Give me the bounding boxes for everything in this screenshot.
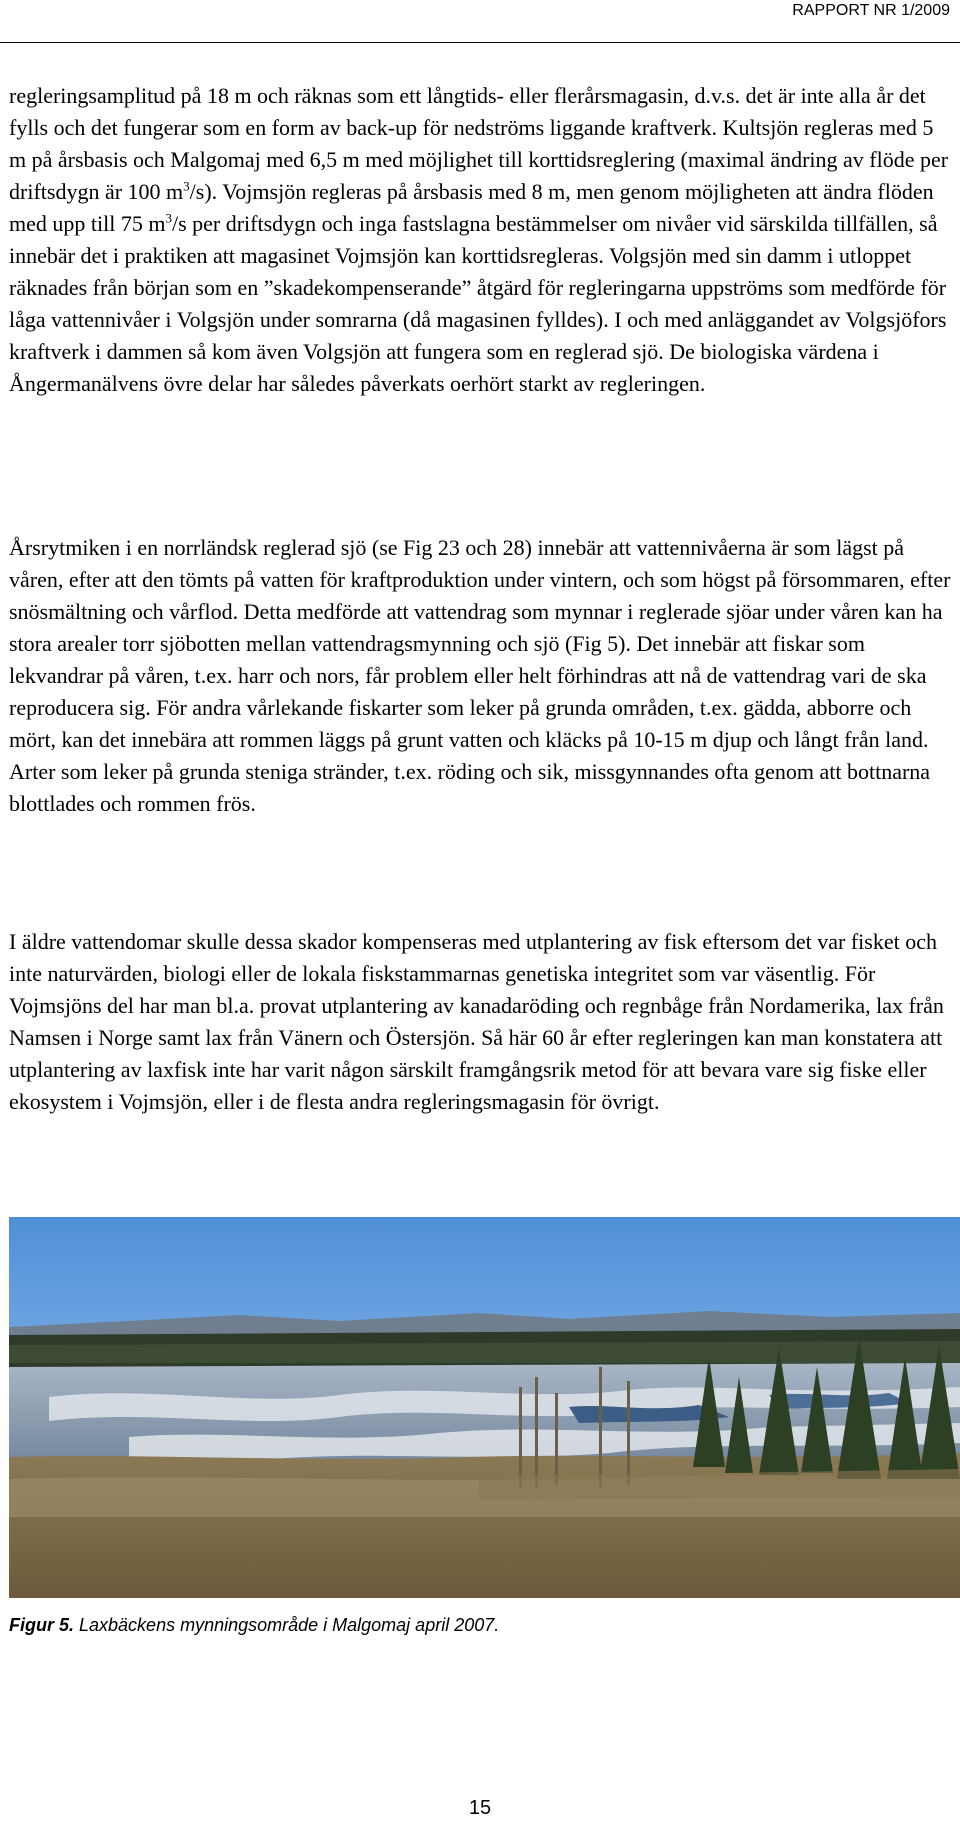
- superscript-cubic: 3: [183, 178, 190, 194]
- superscript-cubic: 3: [165, 210, 172, 226]
- figure-caption-label: Figur 5.: [9, 1615, 75, 1635]
- paragraph-1-text-c: /s per driftsdygn och inga fastslagna bestämmelser om nivåer vid särskilda tillfällen, så innebär det i praktiken att magasinet Vojmsjön kan korttidsregleras. Volgsjön med sin damm i utloppet räknades från början som en ”skadekompenserande” åtgärd för regleringarna uppströms som medförde för låga vattennivåer i Volgsjön under somrarna (då magasinen fylldes). I och med anläggandet av Volgsjöfors kraftverk i dammen så kom även Volgsjön att fungera som en reglerad sjö. De biologiska värdena i Ångermanälvens övre delar har således påverkats oerhört starkt av regleringen.: [9, 211, 947, 396]
- paragraph-annual-rhythm: Årsrytmiken i en norrländsk reglerad sjö (se Fig 23 och 28) innebär att vattennivåerna är som lägst på våren, efter att den tömts på vatten för kraftproduktion under vintern, och som högst på försommaren, efter snösmältning och vårflod. Detta medförde att vattendrag som mynnar i reglerade sjöar under våren kan ha stora arealer torr sjöbotten mellan vattendragsmynning och sjö (Fig 5). Det innebär att fiskar som lekvandrar på våren, t.ex. harr och nors, får problem eller helt förhindras att nå de vattendrag vari de ska reproducera sig. För andra vårlekande fiskarter som leker på grunda områden, t.ex. gädda, abborre och mört, kan det innebära att rommen läggs på grunt vatten och kläcks på 10-15 m djup och långt från land. Arter som leker på grunda steniga stränder, t.ex. röding och sik, missgynnandes ofta genom att bottnarna blottlades och rommen frös.: [9, 535, 951, 816]
- header-divider: [0, 42, 960, 43]
- figure-caption-text: Laxbäckens mynningsområde i Malgomaj april 2007.: [74, 1615, 500, 1635]
- figure-caption: [9, 1613, 499, 1637]
- landscape-photo: [9, 1217, 960, 1598]
- paragraph-1-text-a: regleringsamplitud på 18 m och räknas som ett långtids- eller flerårsmagasin, d.v.s. det är inte alla år det fylls och det fungerar som en form av back-up för nedströms liggande kraftverk. Kultsjön regleras med 5 m på årsbasis och Malgomaj med 6,5 m med möjlighet till korttidsreglering (maximal ändring av flöde per driftsdygn är 100 m: [9, 83, 949, 204]
- running-header: RAPPORT NR 1/2009: [792, 2, 950, 19]
- paragraph-regulation-amplitude: [9, 80, 954, 400]
- figure-photo-laxbacken-outlet: [9, 1217, 960, 1598]
- page-number: 15: [468, 1797, 492, 1819]
- paragraph-1-text-b: /s). Vojmsjön regleras på årsbasis med 8 m, men genom möjligheten att ändra flöden med upp till 75 m: [9, 179, 934, 236]
- paragraph-water-rulings: I äldre vattendomar skulle dessa skador kompenseras med utplantering av fisk eftersom det var fisket och inte naturvärden, biologi eller de lokala fiskstammarnas genetiska integritet som var väsentlig. För Vojmsjöns del har man bl.a. provat utplantering av kanadaröding och regnbåge från Nordamerika, lax från Namsen i Norge samt lax från Vänern och Östersjön. Så här 60 år efter regleringen kan man konstatera att utplantering av laxfisk inte har varit någon särskilt framgångsrik metod för att bevara vare sig fiske eller ekosystem i Vojmsjön, eller i de flesta andra regleringsmagasin för övrigt.: [9, 929, 944, 1114]
